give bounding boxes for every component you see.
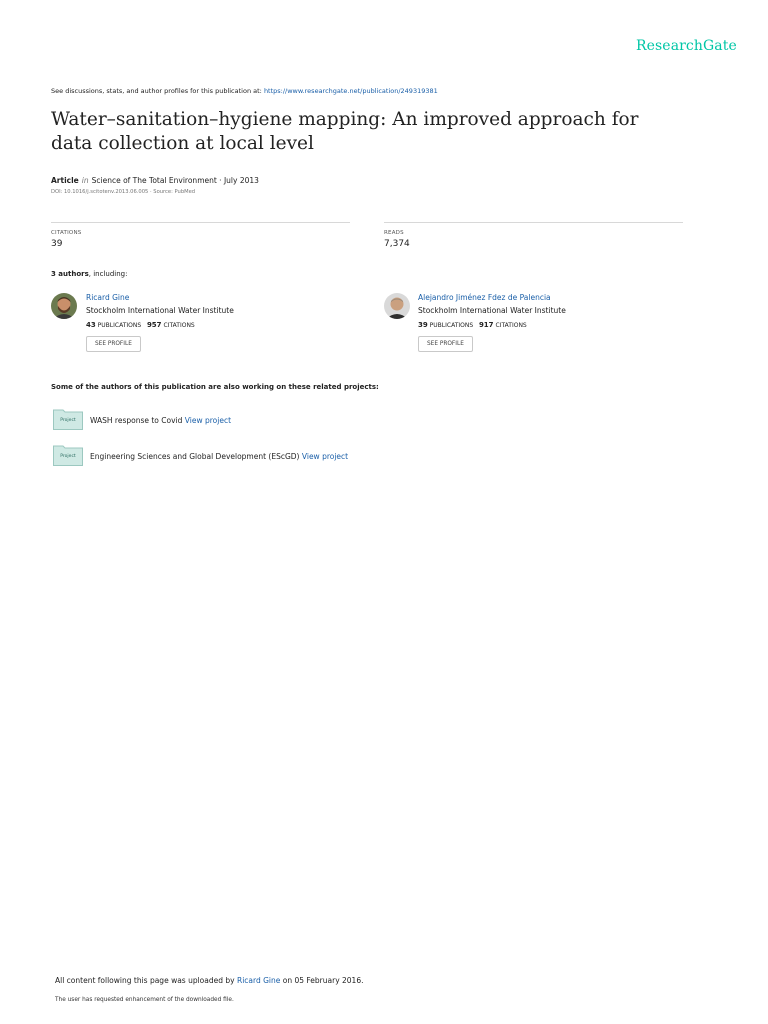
project-folder-icon [53,408,83,430]
related-projects-heading: Some of the authors of this publication are also working on these related projects: [51,383,379,391]
citations-value: 39 [51,239,63,249]
author-stats-2 [418,321,527,329]
view-project-link-2[interactable]: View project [301,452,349,461]
project-icon-label: Project [60,418,76,423]
reads-divider [384,222,683,223]
upload-suffix: on 05 February 2016. [280,976,364,985]
author-citations-label: CITATIONS [163,322,195,329]
author-publications-count: 43 [86,321,96,329]
article-type: Article [51,176,79,185]
author-institution-2: Stockholm International Water Institute [418,306,566,315]
see-profile-button-1[interactable]: SEE PROFILE [86,336,141,352]
author-publications-count: 39 [418,321,428,329]
enhancement-note: The user has requested enhancement of the downloaded file. [55,997,234,1003]
authors-including: , including: [88,270,128,278]
author-citations-count: 957 [146,321,162,329]
intro-line [51,87,438,95]
author-publications-label: PUBLICATIONS [429,322,474,329]
upload-info [55,976,364,985]
uploader-link[interactable]: Ricard Gine [236,976,281,985]
author-citations-count: 917 [478,321,494,329]
author-citations-label: CITATIONS [495,322,527,329]
intro-prefix: See discussions, stats, and author profiles for this publication at: [51,87,264,95]
authors-heading [51,270,127,278]
article-meta [51,176,259,185]
view-project-link-1[interactable]: View project [184,416,232,425]
doi-line: DOI: 10.1016/j.scitotenv.2013.06.005 · Source: PubMed [51,189,196,195]
author-stats-1 [86,321,195,329]
project-icon-label: Project [60,454,76,459]
avatar-photo [384,293,410,319]
journal-info: Science of The Total Environment · July 2013 [91,176,259,185]
author-publications-label: PUBLICATIONS [97,322,142,329]
researchgate-logo[interactable]: ResearchGate [636,38,737,54]
avatar-ricard-gine[interactable] [51,293,77,319]
author-name-2[interactable]: Alejandro Jiménez Fdez de Palencia [418,293,551,302]
author-institution-1: Stockholm International Water Institute [86,306,234,315]
in-label: in [81,176,89,185]
reads-label: READS [384,230,404,236]
avatar-alejandro-jimenez[interactable] [384,293,410,319]
reads-value: 7,374 [384,239,410,249]
avatar-photo [51,293,77,319]
author-name-1[interactable]: Ricard Gine [86,293,130,302]
project-row-1 [90,416,231,425]
project-row-2 [90,452,348,461]
project-folder-icon [53,444,83,466]
citations-divider [51,222,350,223]
citations-label: CITATIONS [51,230,82,236]
publication-url-link[interactable]: https://www.researchgate.net/publication/249319381 [263,87,438,95]
article-title: Water–sanitation–hygiene mapping: An improved approach for data collection at local level [51,109,639,154]
project-name-1: WASH response to Covid [90,416,183,425]
see-profile-button-2[interactable]: SEE PROFILE [418,336,473,352]
upload-prefix: All content following this page was uploaded by [55,976,237,985]
project-name-2: Engineering Sciences and Global Development (EScGD) [90,452,300,461]
authors-count: 3 authors [51,270,89,278]
